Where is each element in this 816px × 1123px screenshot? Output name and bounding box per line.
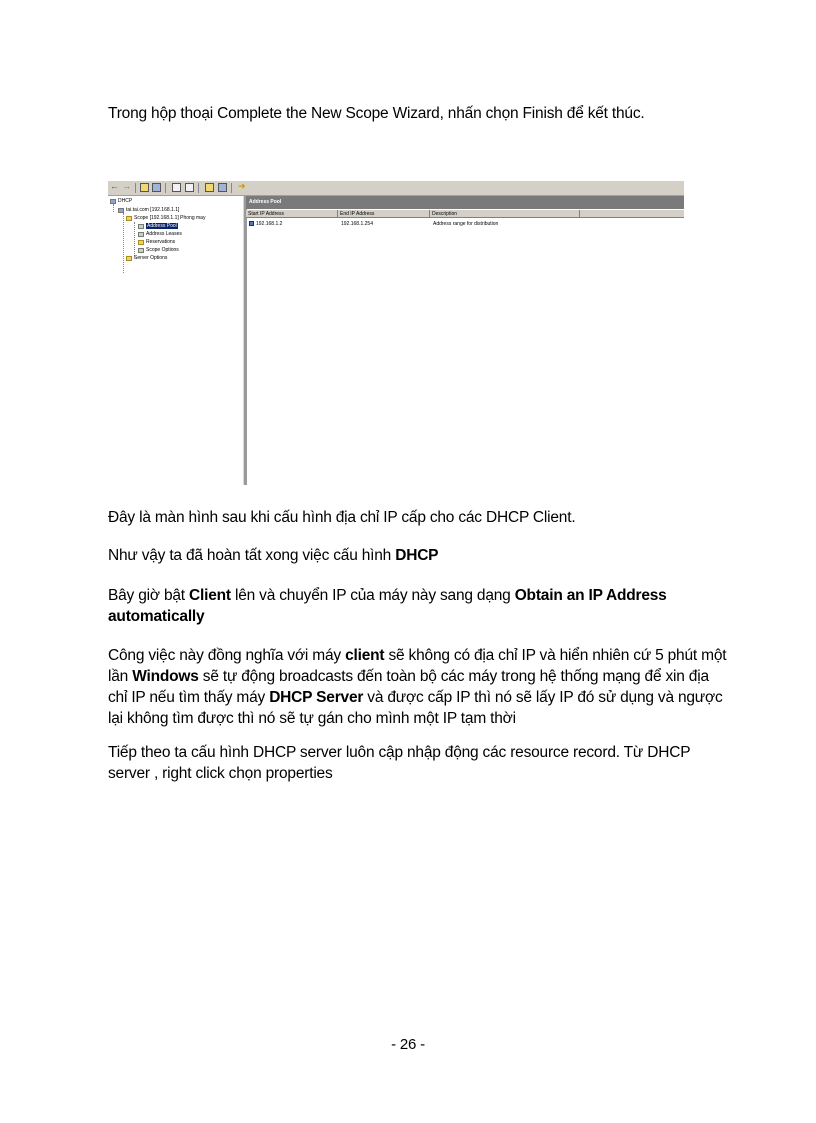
folder-icon xyxy=(126,256,132,261)
console-tree xyxy=(108,196,244,485)
pane-splitter[interactable] xyxy=(243,196,247,485)
tree-node-scope[interactable]: Scope [192.168.1.1] Phong may xyxy=(126,214,205,222)
up-folder-icon xyxy=(140,183,149,192)
tree-node-scope-options[interactable]: Scope Options xyxy=(138,246,179,254)
address-range-icon xyxy=(249,221,254,226)
tree-node-address-leases[interactable]: Address Leases xyxy=(138,230,182,238)
back-arrow-icon: ← xyxy=(110,181,119,191)
console-tree-icon xyxy=(152,183,161,192)
table-row-start[interactable]: 192.168.1.2 xyxy=(247,220,282,228)
paragraph-client-obtain: Bây giờ bật Client lên và chuyển IP của máy này sang dạng Obtain an IP Address automatically xyxy=(108,587,667,625)
dhcp-console-screenshot xyxy=(108,181,684,485)
table-row-end: 192.168.1.254 xyxy=(341,221,373,227)
paragraph-dhcp-done: Như vậy ta đã hoàn tất xong việc cấu hình DHCP xyxy=(108,547,439,564)
reservations-icon xyxy=(138,240,144,245)
details-pane-title: Address Pool xyxy=(246,196,684,209)
tree-connector xyxy=(113,204,114,212)
forward-arrow-icon: → xyxy=(122,181,131,191)
tree-node-address-pool[interactable]: Address Pool xyxy=(138,222,178,230)
column-header-description[interactable]: Description xyxy=(430,210,580,218)
tree-node-server-options[interactable]: Server Options xyxy=(126,254,167,262)
address-leases-icon xyxy=(138,232,144,237)
column-header-empty xyxy=(580,210,684,218)
tree-connector xyxy=(134,222,135,258)
properties-icon xyxy=(172,183,181,192)
help-icon xyxy=(205,183,214,192)
tree-node-dhcp[interactable]: DHCP xyxy=(110,197,132,205)
page-number: - 26 - xyxy=(391,1036,425,1053)
paragraph-finish-wizard: Trong hộp thoại Complete the New Scope Wizard, nhấn chọn Finish để kết thúc. xyxy=(108,105,645,122)
toolbar-separator xyxy=(231,183,232,193)
dhcp-icon xyxy=(110,199,116,204)
paragraph-dynamic-update: Tiếp theo ta cấu hình DHCP server luôn cập nhập động các resource record. Từ DHCP server , right click chọn properties xyxy=(108,744,691,782)
toolbar-separator xyxy=(135,183,136,193)
action-arrow-icon: ➜ xyxy=(238,181,246,191)
view-icon xyxy=(218,183,227,192)
column-header-start-ip[interactable]: Start IP Address xyxy=(246,210,338,218)
address-pool-icon xyxy=(138,224,144,229)
toolbar-separator xyxy=(198,183,199,193)
folder-icon xyxy=(126,216,132,221)
tree-connector xyxy=(123,213,124,273)
table-row-description: Address range for distribution xyxy=(433,221,499,227)
paragraph-client-explanation: Công việc này đồng nghĩa với máy client sẽ không có địa chỉ IP và hiển nhiên cứ 5 phút một lần Windows sẽ tự động broadcasts đến toàn bộ các máy trong hệ thống mạng để xin địa chỉ IP nếu tìm thấy máy DHCP Server và được cấp IP thì nó sẽ lấy IP đó sử dụng và ngược lại không tìm được thì nó sẽ tự gán cho mình một IP tạm thời xyxy=(108,647,727,727)
refresh-icon xyxy=(185,183,194,192)
tree-node-reservations[interactable]: Reservations xyxy=(138,238,175,246)
toolbar xyxy=(108,181,684,196)
column-header-end-ip[interactable]: End IP Address xyxy=(338,210,430,218)
toolbar-separator xyxy=(165,183,166,193)
server-icon xyxy=(118,208,124,213)
paragraph-after-config: Đây là màn hình sau khi cấu hình địa chỉ IP cấp cho các DHCP Client. xyxy=(108,509,576,526)
scope-options-icon xyxy=(138,248,144,253)
tree-node-server[interactable]: tai.tai.com [192.168.1.1] xyxy=(118,206,179,214)
